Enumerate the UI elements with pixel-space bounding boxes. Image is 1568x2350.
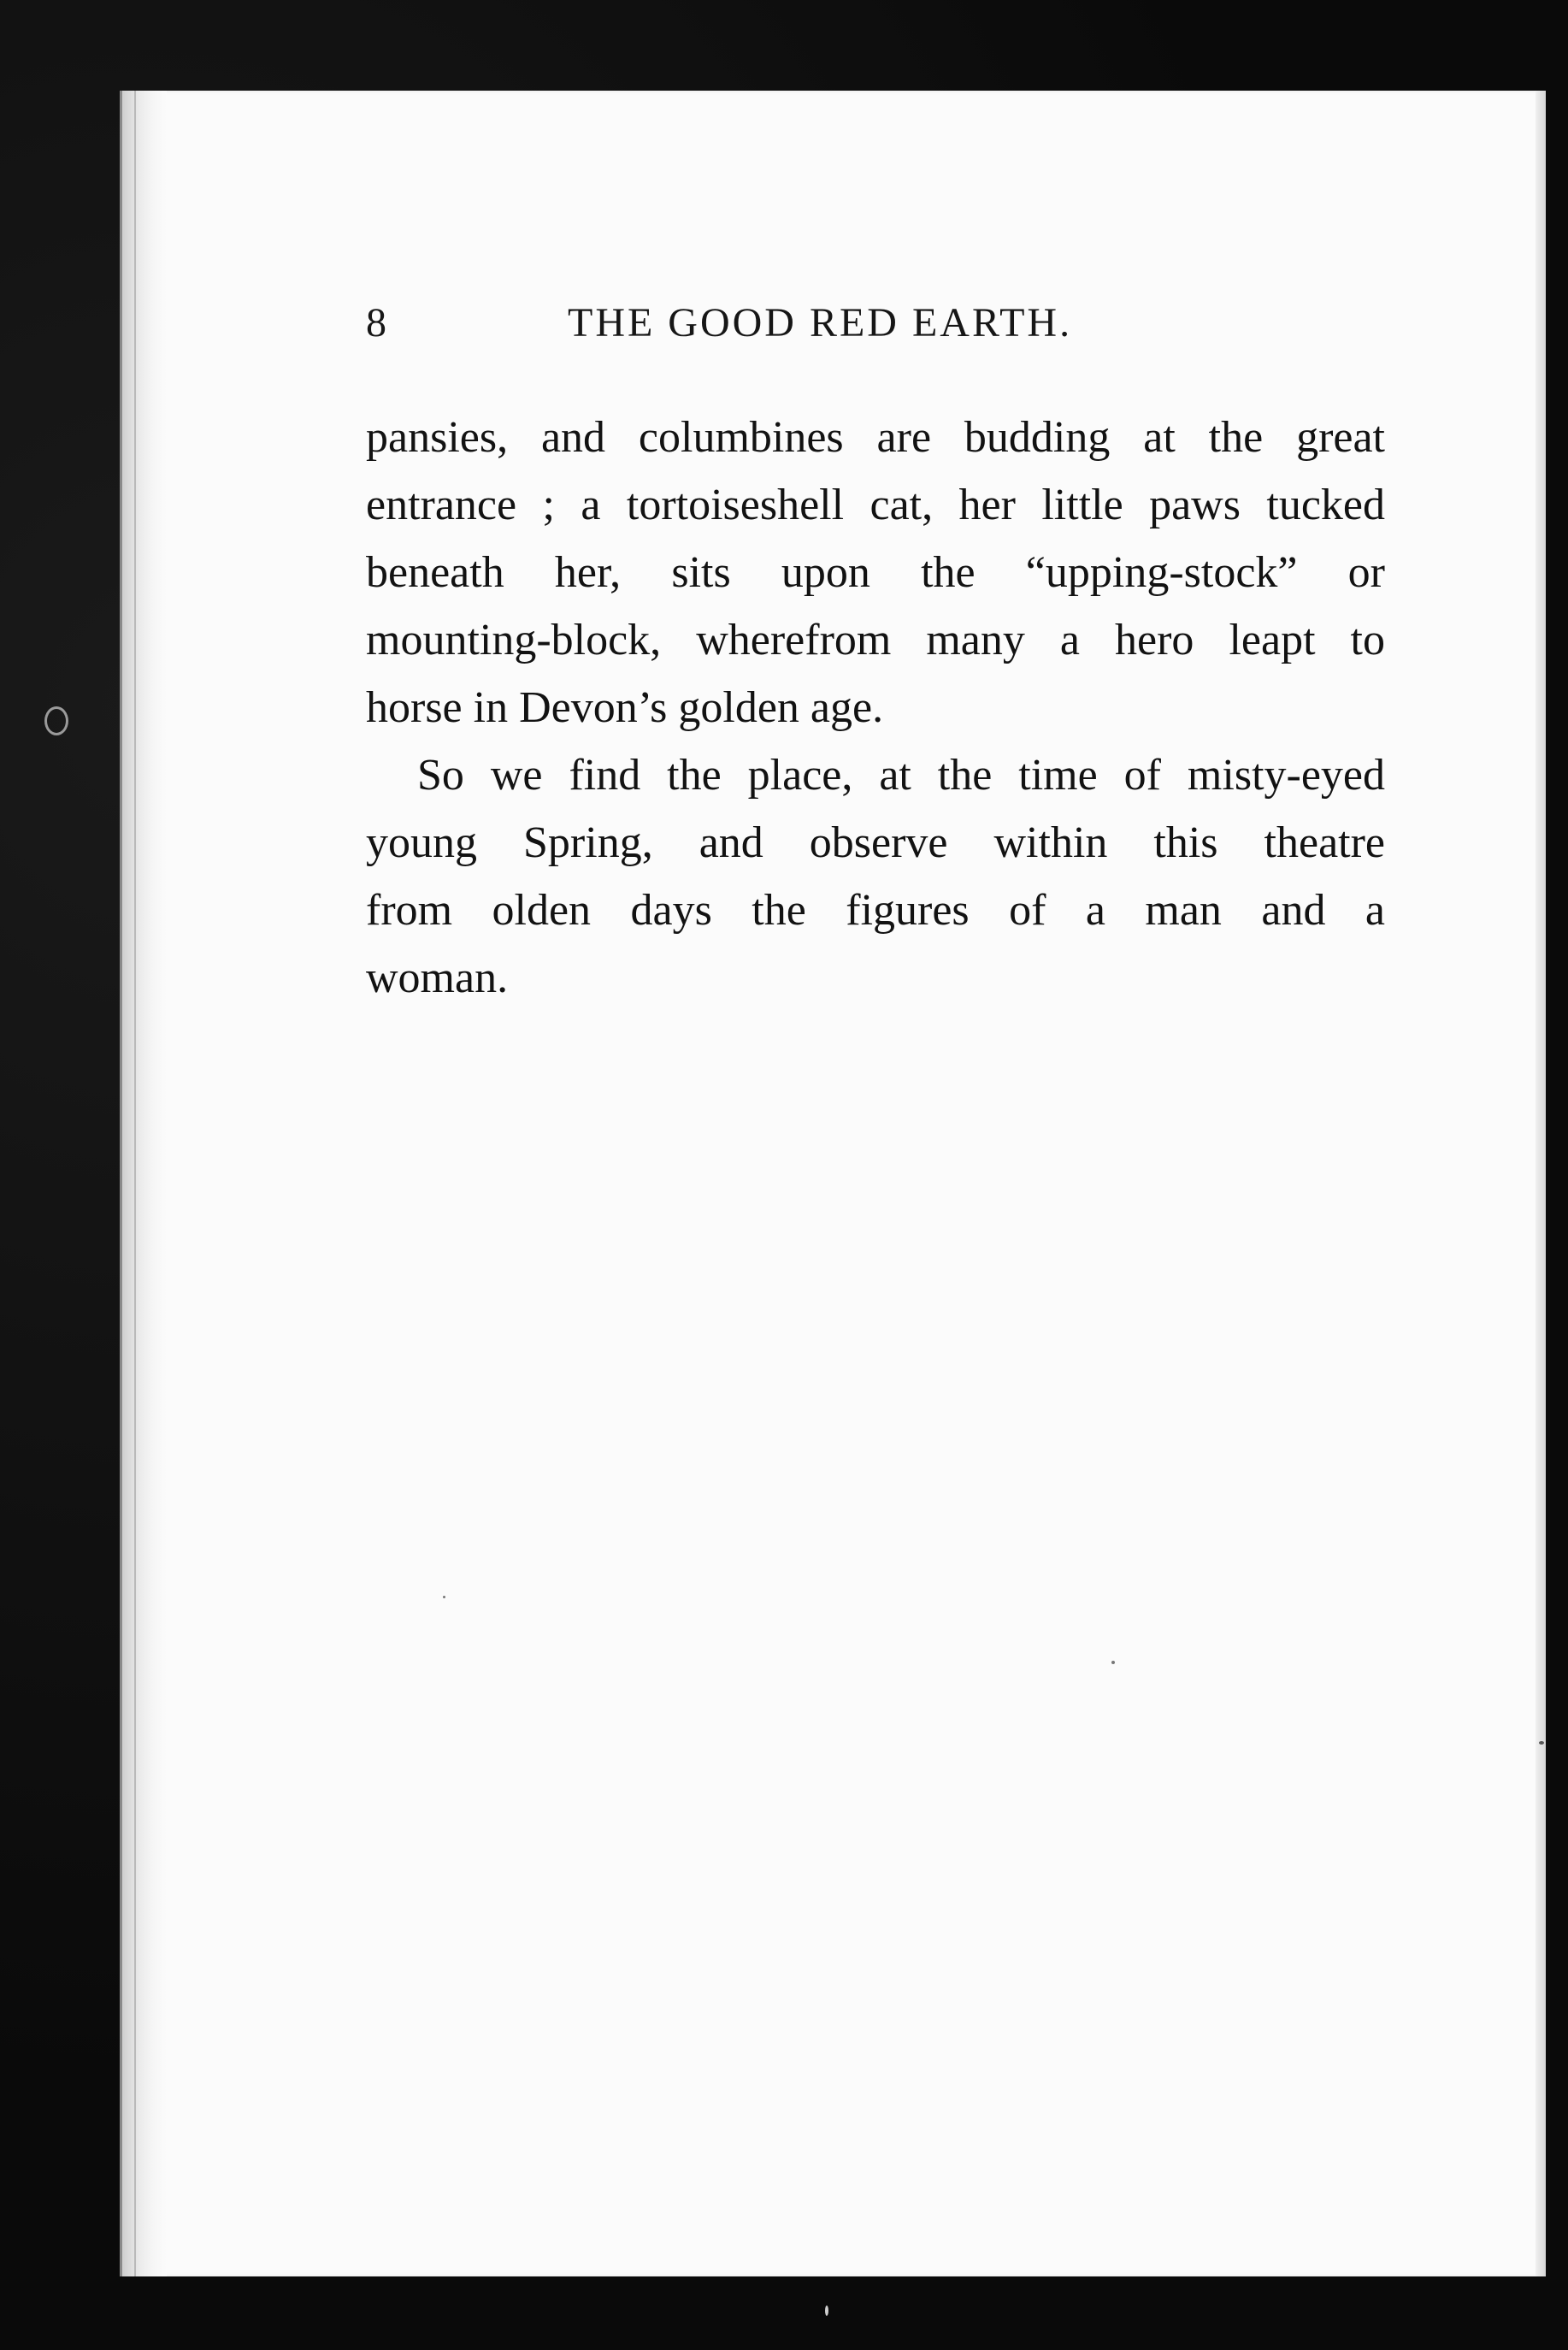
text-line: young Spring, and observe within this theatre [366,818,1385,867]
scan-artifact-ring [44,706,68,735]
text-line: entrance ; a tortoiseshell cat, her little paws tucked [366,481,1385,529]
paragraph-2 [366,741,1385,1012]
text-line: beneath her, sits upon the “upping-stock” or [366,548,1385,597]
text-line: from olden days the figures of a man and a [366,886,1385,935]
page-right-edge [1536,91,1546,2276]
text-line: horse in Devon’s golden age. [366,683,884,732]
scan-speck [1539,1741,1544,1745]
text-line: So we find the place, at the time of misty-eyed [417,751,1385,800]
page-header [366,299,1392,368]
scan-speck [825,2306,828,2316]
text-line: mounting-block, wherefrom many a hero leapt to [366,616,1385,664]
running-title: THE GOOD RED EARTH. [568,300,1073,345]
paragraph-1 [366,404,1385,741]
text-line: pansies, and columbines are budding at the great [366,413,1385,462]
page-binding-edge [120,91,167,2276]
scan-speck [1111,1661,1115,1664]
text-line: woman. [366,954,509,1002]
scan-speck [443,1596,445,1598]
body-text [366,404,1385,1012]
page-number: 8 [366,300,389,345]
